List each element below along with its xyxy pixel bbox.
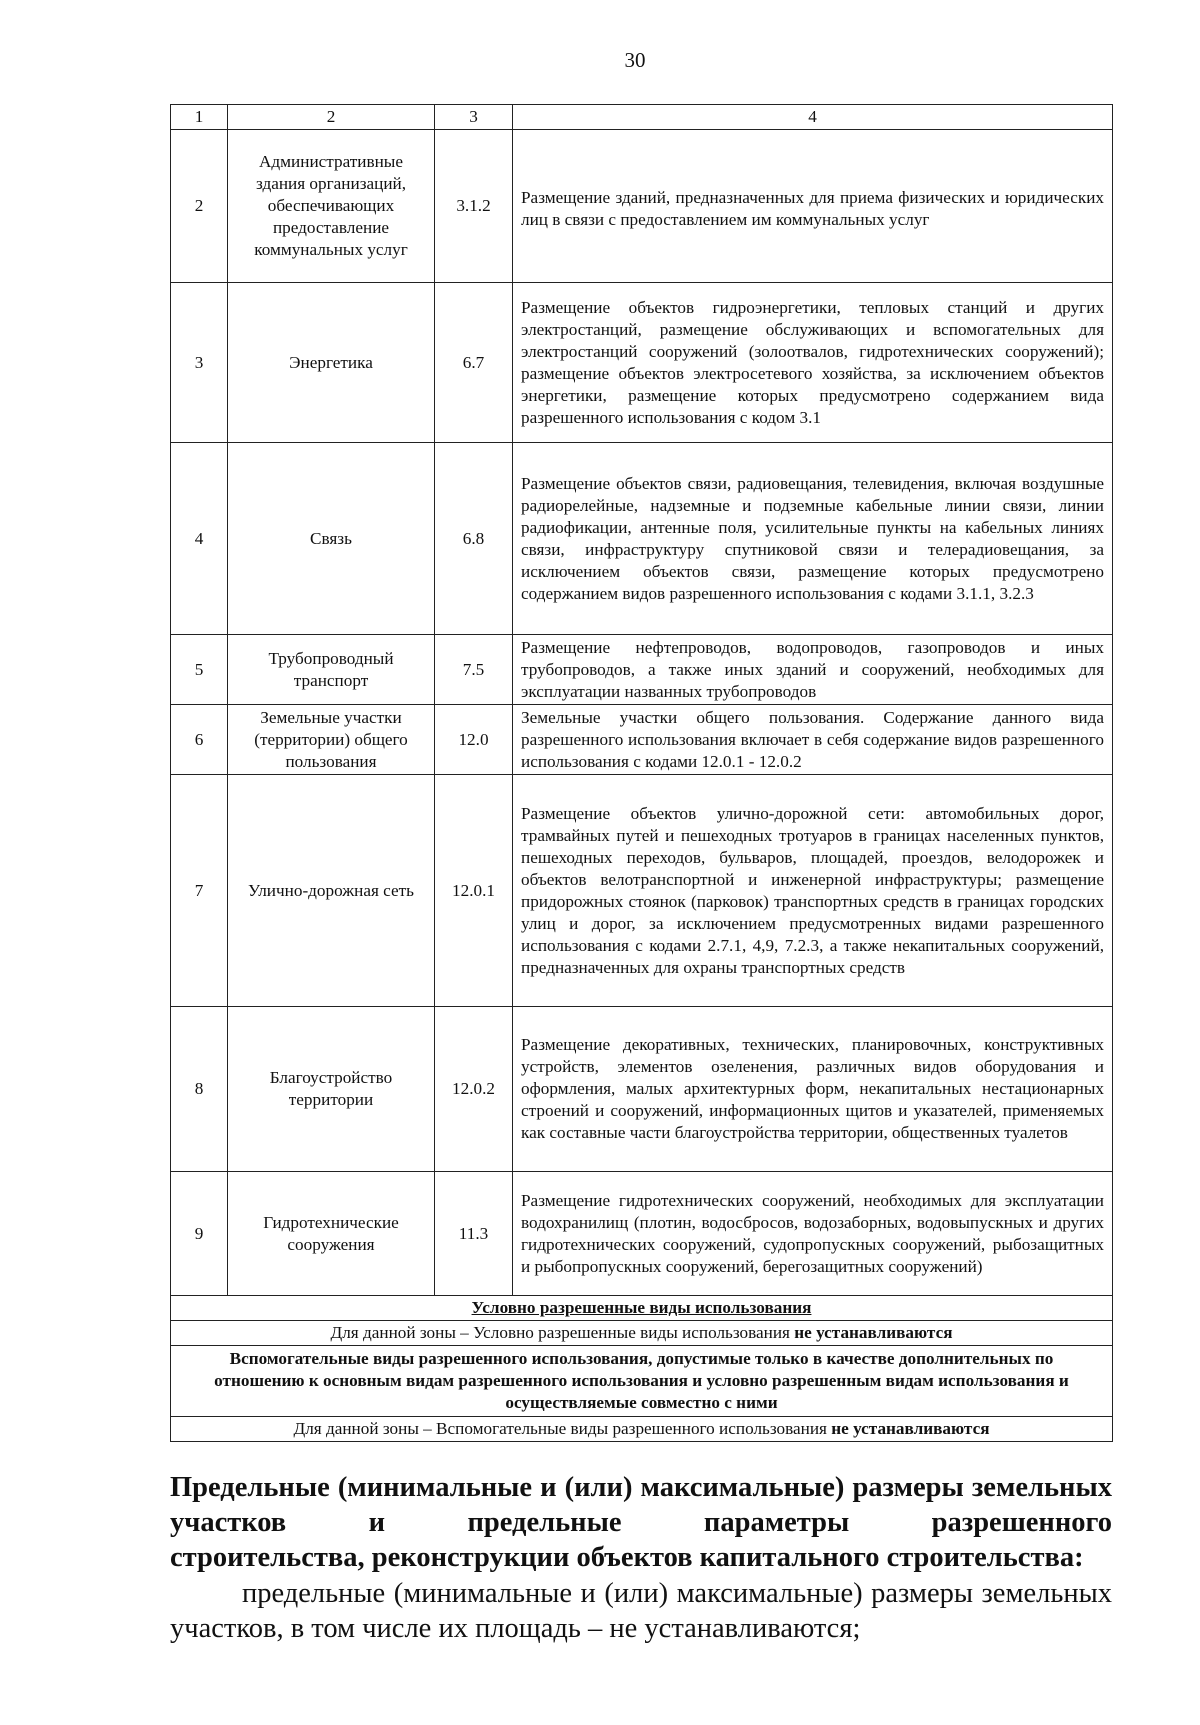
- table-row: [171, 635, 1113, 705]
- conditional-uses-note: [171, 1321, 1113, 1346]
- row-number: 9: [171, 1172, 228, 1296]
- auxiliary-uses-title-row: [171, 1346, 1113, 1417]
- use-type-code: 12.0.1: [435, 775, 513, 1007]
- page-number: 30: [624, 48, 646, 72]
- table-row: [171, 1007, 1113, 1172]
- conditional-uses-note-text: Для данной зоны – Условно разрешенные виды использования: [330, 1323, 795, 1342]
- row-number: 5: [171, 635, 228, 705]
- use-type-code: 3.1.2: [435, 130, 513, 283]
- use-type-name: Гидротехнические сооружения: [228, 1172, 435, 1296]
- use-type-name: Улично-дорожная сеть: [228, 775, 435, 1007]
- conditional-uses-title: Условно разрешенные виды использования: [171, 1296, 1113, 1321]
- table-header-row: [171, 105, 1113, 130]
- land-use-table: [170, 104, 1113, 1442]
- use-type-name: Энергетика: [228, 283, 435, 443]
- table-row: [171, 130, 1113, 283]
- section-heading-line-1: Предельные (минимальные и (или) максимальные) размеры земельных участков и предельные параметры разрешенного: [170, 1472, 1112, 1538]
- use-type-name: Земельные участки (территории) общего пользования: [228, 705, 435, 775]
- use-type-description: Размещение объектов гидроэнергетики, тепловых станций и других электростанций, размещение обслуживающих и вспомогательных для электростанций сооружений (золоотвалов, гидротехнических сооружений); размещение объектов электросетевого хозяйства, за исключением объектов энергетики, размещение которых предусмотрено содержанием вида разрешенного использования с кодом 3.1: [513, 283, 1113, 443]
- use-type-code: 7.5: [435, 635, 513, 705]
- use-type-name: Трубопроводный транспорт: [228, 635, 435, 705]
- use-type-code: 6.8: [435, 443, 513, 635]
- header-col-1: 1: [171, 105, 228, 130]
- auxiliary-uses-note-text: Для данной зоны – Вспомогательные виды разрешенного использования: [293, 1419, 832, 1438]
- use-type-description: Размещение нефтепроводов, водопроводов, газопроводов и иных трубопроводов, а также иных зданий и сооружений, необходимых для эксплуатации названных трубопроводов: [513, 635, 1113, 705]
- conditional-uses-note-row: [171, 1321, 1113, 1346]
- table-row: [171, 705, 1113, 775]
- use-type-description: Размещение гидротехнических сооружений, необходимых для эксплуатации водохранилищ (плотин, водосбросов, водозаборных, водовыпускных и других гидротехнических сооружений, судопропускных сооружений, рыбозащитных и рыбопропускных сооружений, берегозащитных сооружений): [513, 1172, 1113, 1296]
- use-type-description: Размещение объектов связи, радиовещания, телевидения, включая воздушные радиорелейные, надземные и подземные кабельные линии связи, линии радиофикации, антенные поля, усилительные пункты на кабельных линиях связи, инфраструктуру спутниковой связи и телерадиовещания, за исключением объектов связи, размещение которых предусмотрено содержанием видов разрешенного использования с кодами 3.1.1, 3.2.3: [513, 443, 1113, 635]
- use-type-code: 11.3: [435, 1172, 513, 1296]
- header-col-4: 4: [513, 105, 1113, 130]
- row-number: 7: [171, 775, 228, 1007]
- conditional-uses-note-status: не устанавливаются: [794, 1323, 953, 1342]
- use-type-description: Размещение объектов улично-дорожной сети: автомобильных дорог, трамвайных путей и пешеходных тротуаров в границах населенных пунктов, пешеходных переходов, бульваров, площадей, проездов, велодорожек и объектов велотранспортной и инженерной инфраструктуры; размещение придорожных стоянок (парковок) транспортных средств в границах городских улиц и дорог, за исключением предусмотренных видами разрешенного использования с кодами 2.7.1, 4,9, 7.2.3, а также некапитальных сооружений, предназначенных для охраны транспортных средств: [513, 775, 1113, 1007]
- table-row: [171, 1172, 1113, 1296]
- table-row: [171, 775, 1113, 1007]
- row-number: 8: [171, 1007, 228, 1172]
- use-type-description: Размещение декоративных, технических, планировочных, конструктивных устройств, элементов озеленения, различных видов оборудования и оформления, малых архитектурных форм, некапитальных нестационарных строений и сооружений, информационных щитов и указателей, применяемых как составные части благоустройства территории, общественных туалетов: [513, 1007, 1113, 1172]
- table-row: [171, 443, 1113, 635]
- use-type-code: 6.7: [435, 283, 513, 443]
- auxiliary-uses-note-status: не устанавливаются: [831, 1419, 990, 1438]
- body-paragraph: предельные (минимальные и (или) максимальные) размеры земельных участков, в том числе их площадь – не устанавливаются;: [170, 1578, 1112, 1644]
- row-number: 6: [171, 705, 228, 775]
- auxiliary-uses-note: [171, 1417, 1113, 1442]
- use-type-name: Связь: [228, 443, 435, 635]
- use-type-name: Благоустройство территории: [228, 1007, 435, 1172]
- use-type-code: 12.0: [435, 705, 513, 775]
- land-use-table-wrapper: [170, 104, 1112, 1442]
- use-type-description: Земельные участки общего пользования. Содержание данного вида разрешенного использования включает в себя содержание видов разрешенного использования с кодами 12.0.1 - 12.0.2: [513, 705, 1113, 775]
- auxiliary-uses-title: Вспомогательные виды разрешенного использования, допустимые только в качестве дополнительных по отношению к основным видам разрешенного использования и условно разрешенным видам использования и осуществляемые совместно с ними: [171, 1346, 1113, 1417]
- use-type-name: Административные здания организаций, обеспечивающих предоставление коммунальных услуг: [228, 130, 435, 283]
- auxiliary-uses-note-row: [171, 1417, 1113, 1442]
- header-col-2: 2: [228, 105, 435, 130]
- row-number: 4: [171, 443, 228, 635]
- section-heading-line-2: строительства, реконструкции объектов капитального строительства:: [170, 1542, 1084, 1573]
- section-heading: [170, 1470, 1112, 1575]
- conditional-uses-title-row: [171, 1296, 1113, 1321]
- row-number: 2: [171, 130, 228, 283]
- use-type-description: Размещение зданий, предназначенных для приема физических и юридических лиц в связи с предоставлением им коммунальных услуг: [513, 130, 1113, 283]
- row-number: 3: [171, 283, 228, 443]
- table-row: [171, 283, 1113, 443]
- header-col-3: 3: [435, 105, 513, 130]
- use-type-code: 12.0.2: [435, 1007, 513, 1172]
